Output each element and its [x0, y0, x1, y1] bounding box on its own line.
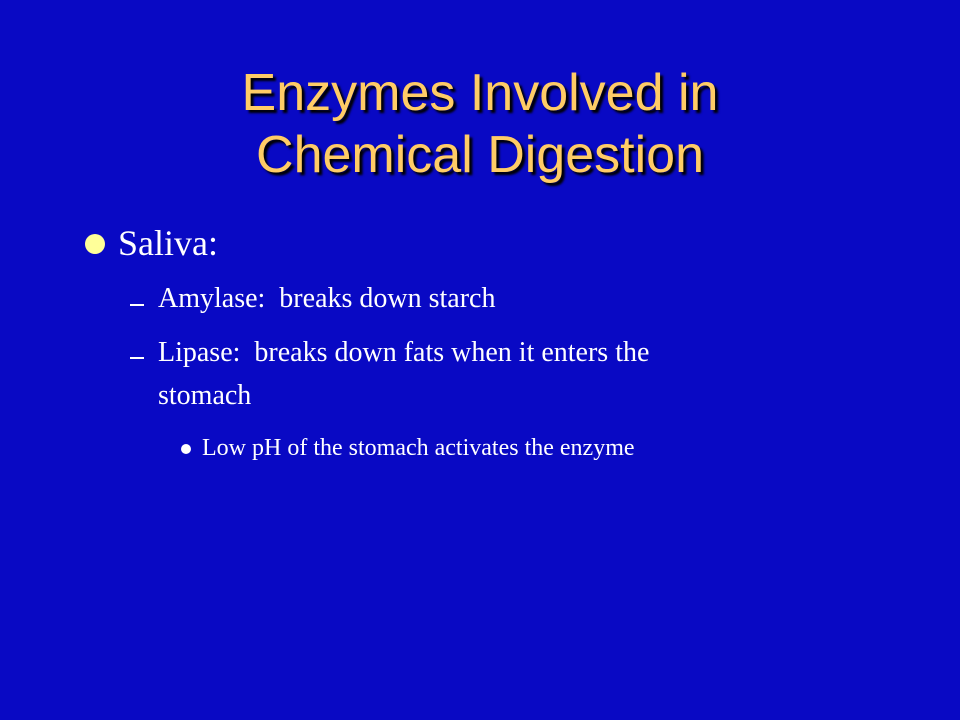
sub-bullet-lipase-line-1: Lipase: breaks down fats when it enters the: [158, 337, 650, 368]
bullet-saliva: Saliva:: [118, 223, 218, 263]
sub-bullet-lipase-line-2: stomach: [158, 380, 252, 411]
small-bullet-dot-icon: [181, 444, 191, 454]
title-line-1: Enzymes Involved in: [241, 64, 719, 122]
sub-sub-bullet-low-ph: Low pH of the stomach activates the enzyme: [202, 435, 635, 461]
title-line-2: Chemical Digestion: [256, 126, 704, 184]
dash-icon: [130, 304, 144, 306]
dash-icon: [130, 357, 144, 359]
bullet-dot-icon: [85, 234, 105, 254]
slide-title: [0, 62, 960, 186]
sub-bullet-amylase: Amylase: breaks down starch: [158, 283, 496, 314]
